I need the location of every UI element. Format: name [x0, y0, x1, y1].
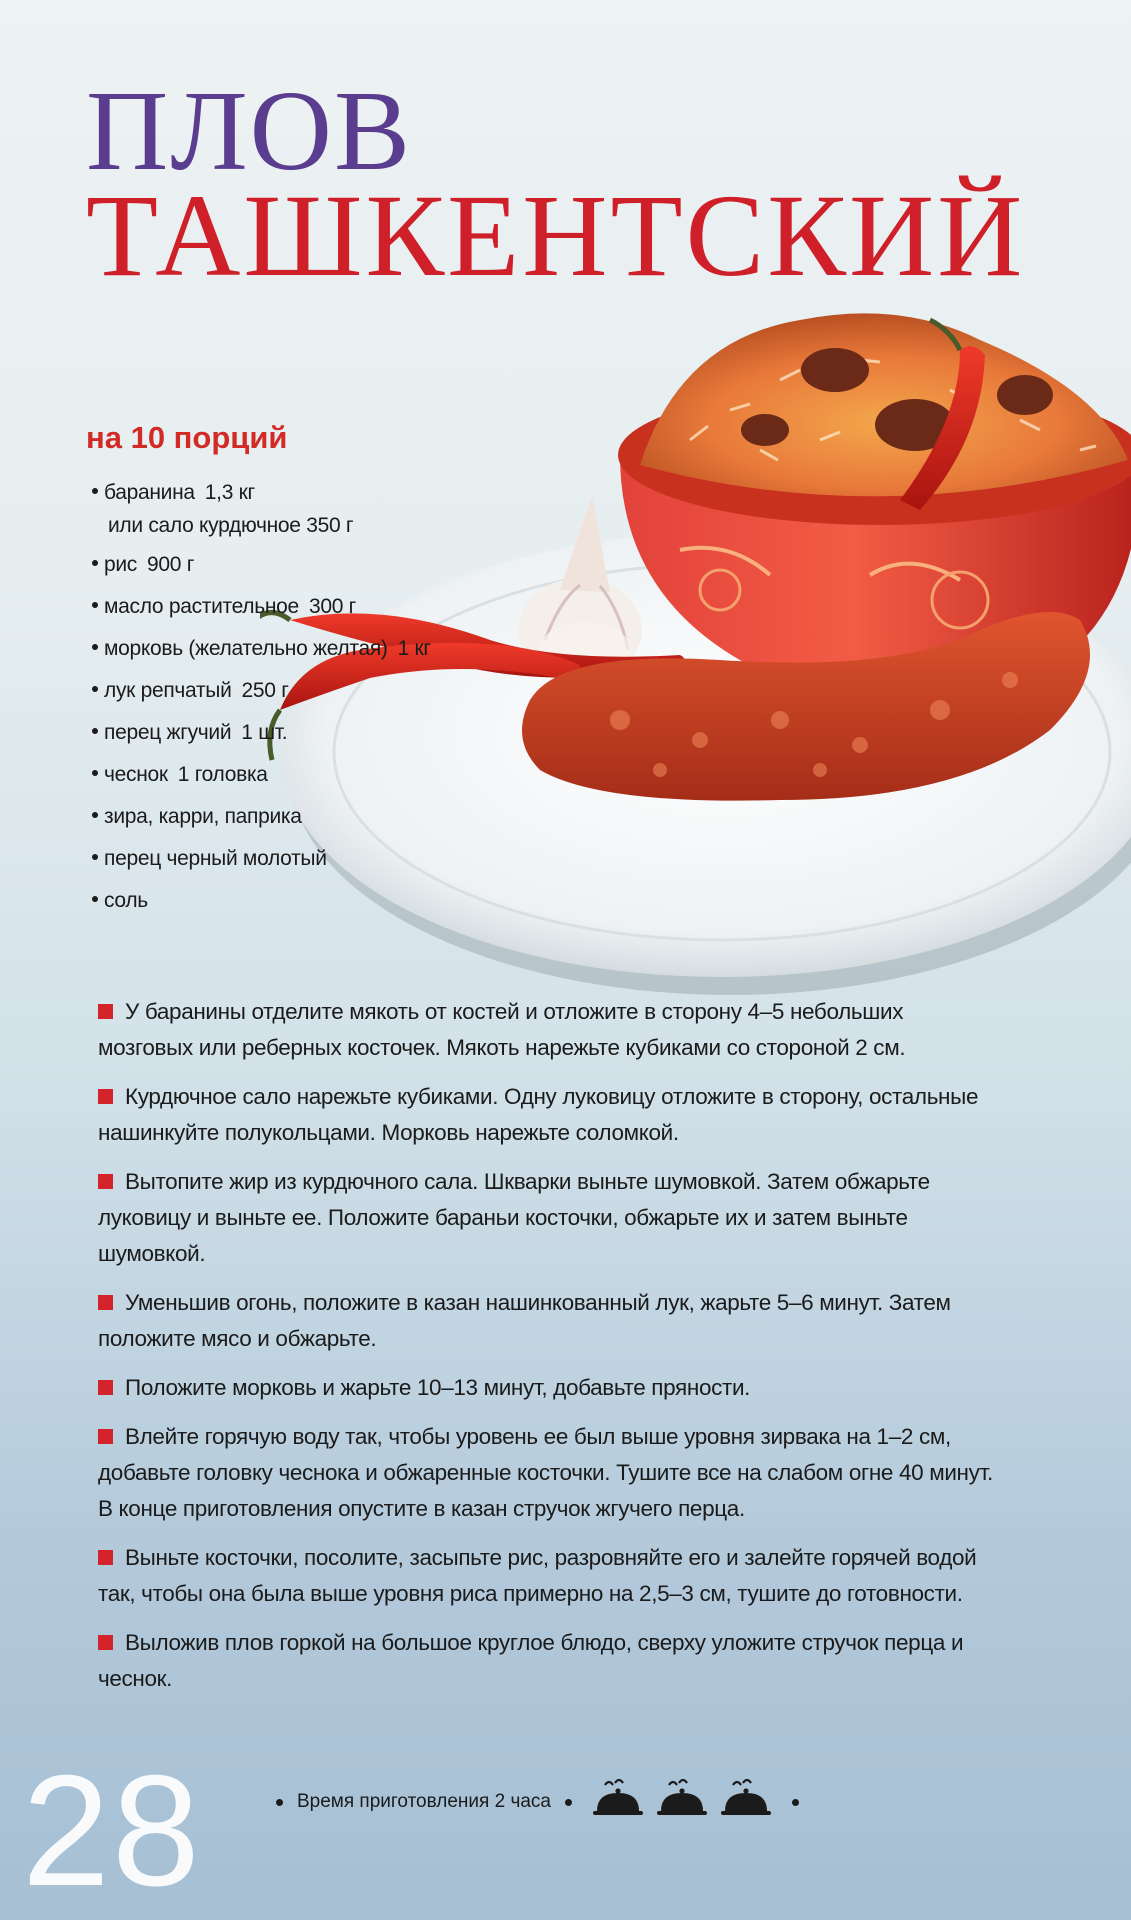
ingredient-item [92, 544, 431, 586]
red-square-bullet-icon [98, 1089, 113, 1104]
red-square-bullet-icon [98, 1004, 113, 1019]
bullet-icon [92, 686, 98, 692]
ingredient-qty: 1 головка [177, 763, 268, 786]
title-line-1: ПЛОВ [86, 67, 413, 194]
ingredient-name: баранина [104, 481, 195, 504]
servings-heading: на 10 порций [86, 420, 288, 455]
difficulty-rating [586, 1777, 778, 1827]
dot-icon [792, 1799, 799, 1806]
recipe-title [86, 67, 1026, 301]
ingredient-alt: или сало курдючное 350 г [108, 514, 354, 537]
bullet-icon [92, 560, 98, 566]
step-item [98, 1285, 993, 1357]
ingredient-name: чеснок [104, 763, 168, 786]
bullet-icon [92, 770, 98, 776]
red-square-bullet-icon [98, 1174, 113, 1189]
ingredient-item [92, 712, 431, 754]
ingredient-name: перец жгучий [104, 721, 232, 744]
bullet-icon [92, 728, 98, 734]
step-text: У баранины отделите мякоть от костей и отложите в сторону 4–5 небольших мозговых или реберных косточек. Мякоть нарежьте кубиками со стороной 2 см. [98, 999, 906, 1060]
dot-icon [565, 1799, 572, 1806]
ingredient-name: рис [104, 553, 138, 576]
ingredient-item [92, 628, 431, 670]
ingredient-qty: 900 г [147, 553, 195, 576]
step-item [98, 1540, 993, 1612]
bullet-icon [92, 644, 98, 650]
ingredient-name: лук репчатый [104, 679, 232, 702]
step-text: Положите морковь и жарьте 10–13 минут, добавьте пряности. [125, 1375, 751, 1400]
ingredient-name: перец черный молотый [104, 847, 327, 870]
step-item [98, 1419, 993, 1527]
red-square-bullet-icon [98, 1550, 113, 1565]
ingredient-qty: 1 шт. [241, 721, 288, 744]
red-square-bullet-icon [98, 1380, 113, 1395]
cooking-time-text: Время приготовления 2 часа [297, 1791, 551, 1812]
bullet-icon [92, 812, 98, 818]
bullet-icon [92, 854, 98, 860]
ingredient-item [92, 670, 431, 712]
ingredient-item [92, 796, 431, 838]
step-item [98, 1625, 993, 1697]
step-text: Вытопите жир из курдючного сала. Шкварки выньте шумовкой. Затем обжарьте луковицу и выньте ее. Положите бараньи косточки, обжарьте их и затем выньте шумовкой. [98, 1169, 930, 1266]
ingredient-name: соль [104, 889, 148, 912]
step-item [98, 1370, 993, 1406]
dot-icon [276, 1799, 283, 1806]
bullet-icon [92, 602, 98, 608]
cloche-icon [655, 1777, 709, 1821]
ingredient-list [92, 472, 431, 922]
ingredient-qty: 250 г [241, 679, 289, 702]
instruction-steps [98, 994, 993, 1710]
step-item [98, 1164, 993, 1272]
cloche-icon [591, 1777, 645, 1821]
step-text: Выложив плов горкой на большое круглое блюдо, сверху уложите стручок перца и чеснок. [98, 1630, 964, 1691]
red-square-bullet-icon [98, 1635, 113, 1650]
red-square-bullet-icon [98, 1429, 113, 1444]
ingredient-name: зира, карри, паприка [104, 805, 302, 828]
step-text: Выньте косточки, посолите, засыпьте рис, разровняйте его и залейте горячей водой так, чтобы она была выше уровня риса примерно на 2,5–3 см, тушите до готовности. [98, 1545, 977, 1606]
ingredient-item [92, 586, 431, 628]
cooking-time-footer [262, 1777, 813, 1827]
ingredient-qty: 300 г [308, 595, 356, 618]
cloche-icon [719, 1777, 773, 1821]
ingredient-item [92, 838, 431, 880]
page-number: 28 [22, 1743, 202, 1919]
step-item [98, 994, 993, 1066]
ingredient-name: морковь (желательно желтая) [104, 637, 388, 660]
ingredient-item [92, 880, 431, 922]
ingredient-item [92, 754, 431, 796]
title-line-2: ТАШКЕНТСКИЙ [86, 170, 1026, 301]
ingredient-item [92, 472, 431, 544]
step-text: Влейте горячую воду так, чтобы уровень ее был выше уровня зирвака на 1–2 см, добавьте головку чеснока и обжаренные косточки. Тушите все на слабом огне 40 минут. В конце приготовления опустите в казан стручок жгучего перца. [98, 1424, 993, 1521]
ingredient-qty: 1 кг [397, 637, 431, 660]
red-square-bullet-icon [98, 1295, 113, 1310]
step-text: Курдючное сало нарежьте кубиками. Одну луковицу отложите в сторону, остальные нашинкуйте полукольцами. Морковь нарежьте соломкой. [98, 1084, 979, 1145]
step-text: Уменьшив огонь, положите в казан нашинкованный лук, жарьте 5–6 минут. Затем положите мясо и обжарьте. [98, 1290, 951, 1351]
ingredient-qty: 1,3 кг [204, 481, 255, 504]
bullet-icon [92, 488, 98, 494]
bullet-icon [92, 896, 98, 902]
ingredient-name: масло растительное [104, 595, 299, 618]
step-item [98, 1079, 993, 1151]
